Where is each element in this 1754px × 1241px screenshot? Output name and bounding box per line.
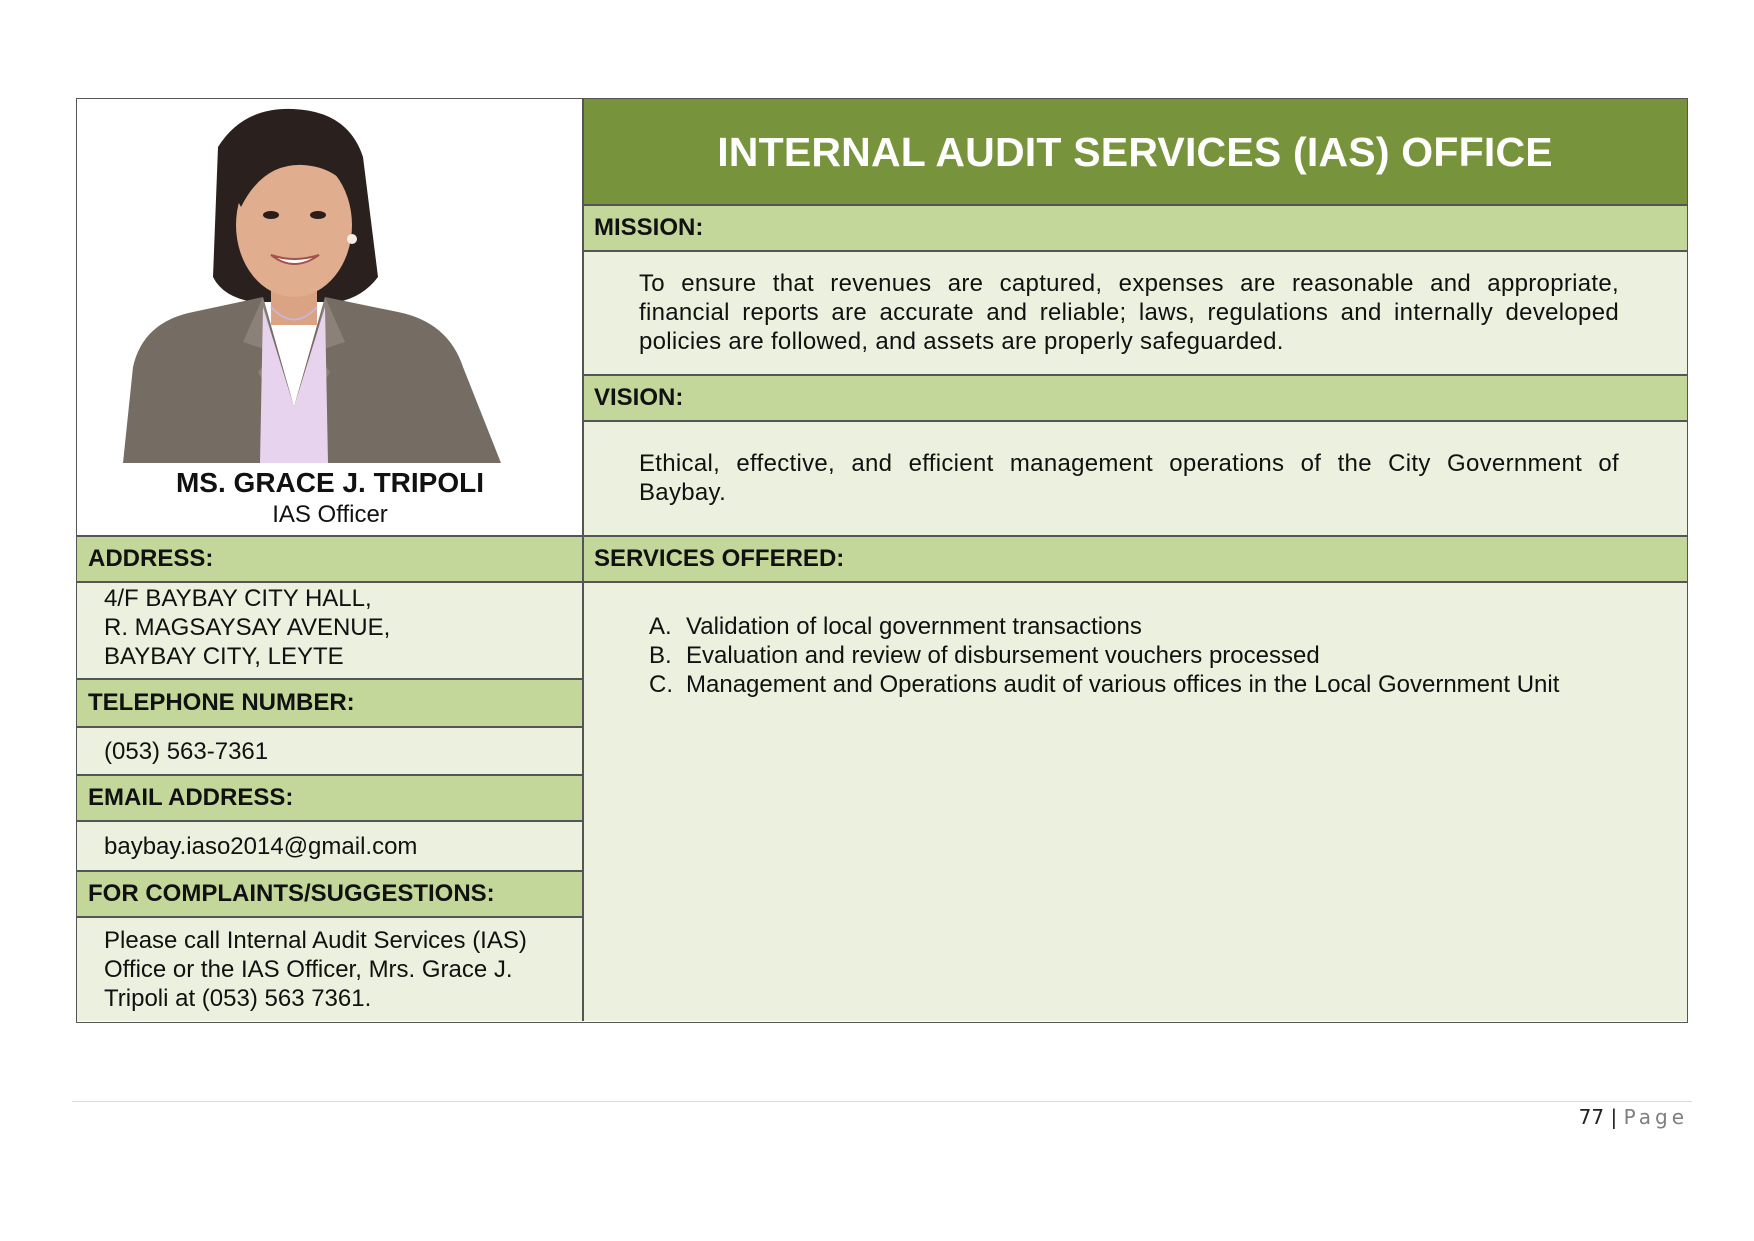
row-divider (77, 726, 583, 728)
row-divider (77, 820, 583, 822)
telephone-cell (77, 727, 583, 775)
row-divider (77, 916, 583, 918)
complaints-line: Office or the IAS Officer, Mrs. Grace J. (104, 956, 513, 983)
complaints-label: FOR COMPLAINTS/SUGGESTIONS: (77, 871, 583, 917)
row-divider (77, 581, 1687, 583)
row-divider (77, 774, 583, 776)
officer-position: IAS Officer (272, 501, 388, 528)
vision-label: VISION: (583, 375, 1687, 421)
row-divider (583, 374, 1687, 376)
mission-text: To ensure that revenues are captured, expenses are reasonable and appropriate, financial reports are accurate and reliable; laws, regulations and internally developed policies are followed, and assets are properly safeguarded. (639, 270, 1619, 355)
officer-photo-cell (77, 99, 583, 536)
service-item (649, 612, 1687, 641)
complaints-line: Tripoli at (053) 563 7361. (104, 985, 372, 1012)
office-profile-sheet (76, 98, 1688, 1023)
vision-text: Ethical, effective, and efficient management operations of the City Government of Baybay. (639, 450, 1619, 506)
page-footer (1579, 1105, 1688, 1129)
page-separator: | (1610, 1105, 1618, 1129)
mission-label: MISSION: (583, 205, 1687, 251)
row-divider (77, 535, 1687, 537)
page-word: Page (1623, 1105, 1688, 1129)
address-cell (77, 582, 583, 679)
officer-portrait (123, 107, 501, 463)
row-divider (583, 420, 1687, 422)
complaints-cell (77, 917, 583, 1021)
row-divider (77, 870, 583, 872)
email-value: baybay.iaso2014@gmail.com (104, 833, 418, 860)
mission-cell (583, 251, 1687, 375)
address-label: ADDRESS: (77, 536, 583, 582)
service-text: Management and Operations audit of various offices in the Local Government Unit (686, 671, 1560, 698)
email-cell (77, 821, 583, 871)
row-divider (77, 678, 583, 680)
complaints-line: Please call Internal Audit Services (IAS) (104, 927, 527, 954)
telephone-value: (053) 563-7361 (104, 738, 269, 765)
page-number: 77 (1578, 1105, 1605, 1129)
services-list (649, 612, 1687, 699)
service-text: Evaluation and review of disbursement vouchers processed (686, 642, 1320, 669)
telephone-label: TELEPHONE NUMBER: (77, 679, 583, 727)
service-marker: C. (649, 671, 673, 698)
address-line: 4/F BAYBAY CITY HALL, (104, 585, 372, 612)
service-marker: A. (649, 613, 672, 640)
row-divider (583, 204, 1687, 206)
office-title: INTERNAL AUDIT SERVICES (IAS) OFFICE (583, 99, 1687, 205)
email-label: EMAIL ADDRESS: (77, 775, 583, 821)
address-line: BAYBAY CITY, LEYTE (104, 643, 344, 670)
services-cell (583, 582, 1687, 1021)
service-text: Validation of local government transactions (686, 613, 1142, 640)
column-divider (582, 99, 584, 1021)
address-line: R. MAGSAYSAY AVENUE, (104, 614, 391, 641)
service-marker: B. (649, 642, 672, 669)
service-item (649, 670, 1687, 699)
services-label: SERVICES OFFERED: (583, 536, 1687, 582)
row-divider (583, 250, 1687, 252)
footer-rule (72, 1101, 1692, 1102)
service-item (649, 641, 1687, 670)
officer-name: MS. GRACE J. TRIPOLI (175, 467, 485, 498)
vision-cell (583, 421, 1687, 536)
